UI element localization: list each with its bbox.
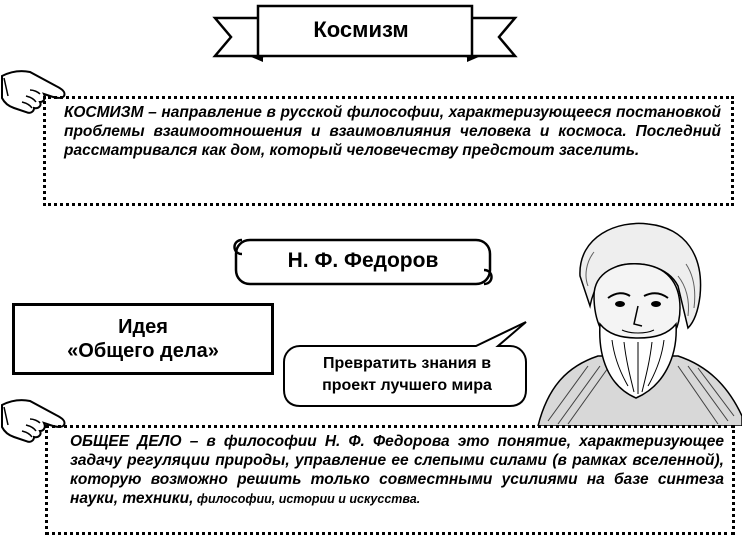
quote-text [288,347,526,403]
idea-line1: Идея [118,316,168,338]
portrait-engraving [528,216,742,426]
definition-common-cause-text: – в философии Н. Ф. Федорова это понятие, характеризующее задачу регуляции природы, управление ее слепыми силами (в рамках вселенной), которую возможно решить только совместными усилиями на базе синтеза науки, техники, [70,433,724,507]
idea-line2: «Общего дела» [67,340,219,362]
person-name: Н. Ф. Федоров [287,249,439,272]
term-cosmism: КОСМИЗМ [64,104,144,121]
quote-line1: Превратить знания в [322,355,492,372]
definition-common-cause-tail: философии, истории и искусства. [193,492,421,506]
definition-cosmism [43,96,734,206]
definition-cosmism-text: – направление в русской философии, характеризующееся постановкой проблемы взаимоотношения и взаимовлияния человека и космоса. Последний рассматривался как дом, который человечеству предстоит заселить. [64,104,721,159]
banner-title: Космизм [313,17,409,42]
definition-common-cause [45,425,735,535]
quote-line2: проект лучшего мира [322,377,492,394]
term-common-cause: ОБЩЕЕ ДЕЛО [70,433,182,450]
idea-box [12,303,274,375]
